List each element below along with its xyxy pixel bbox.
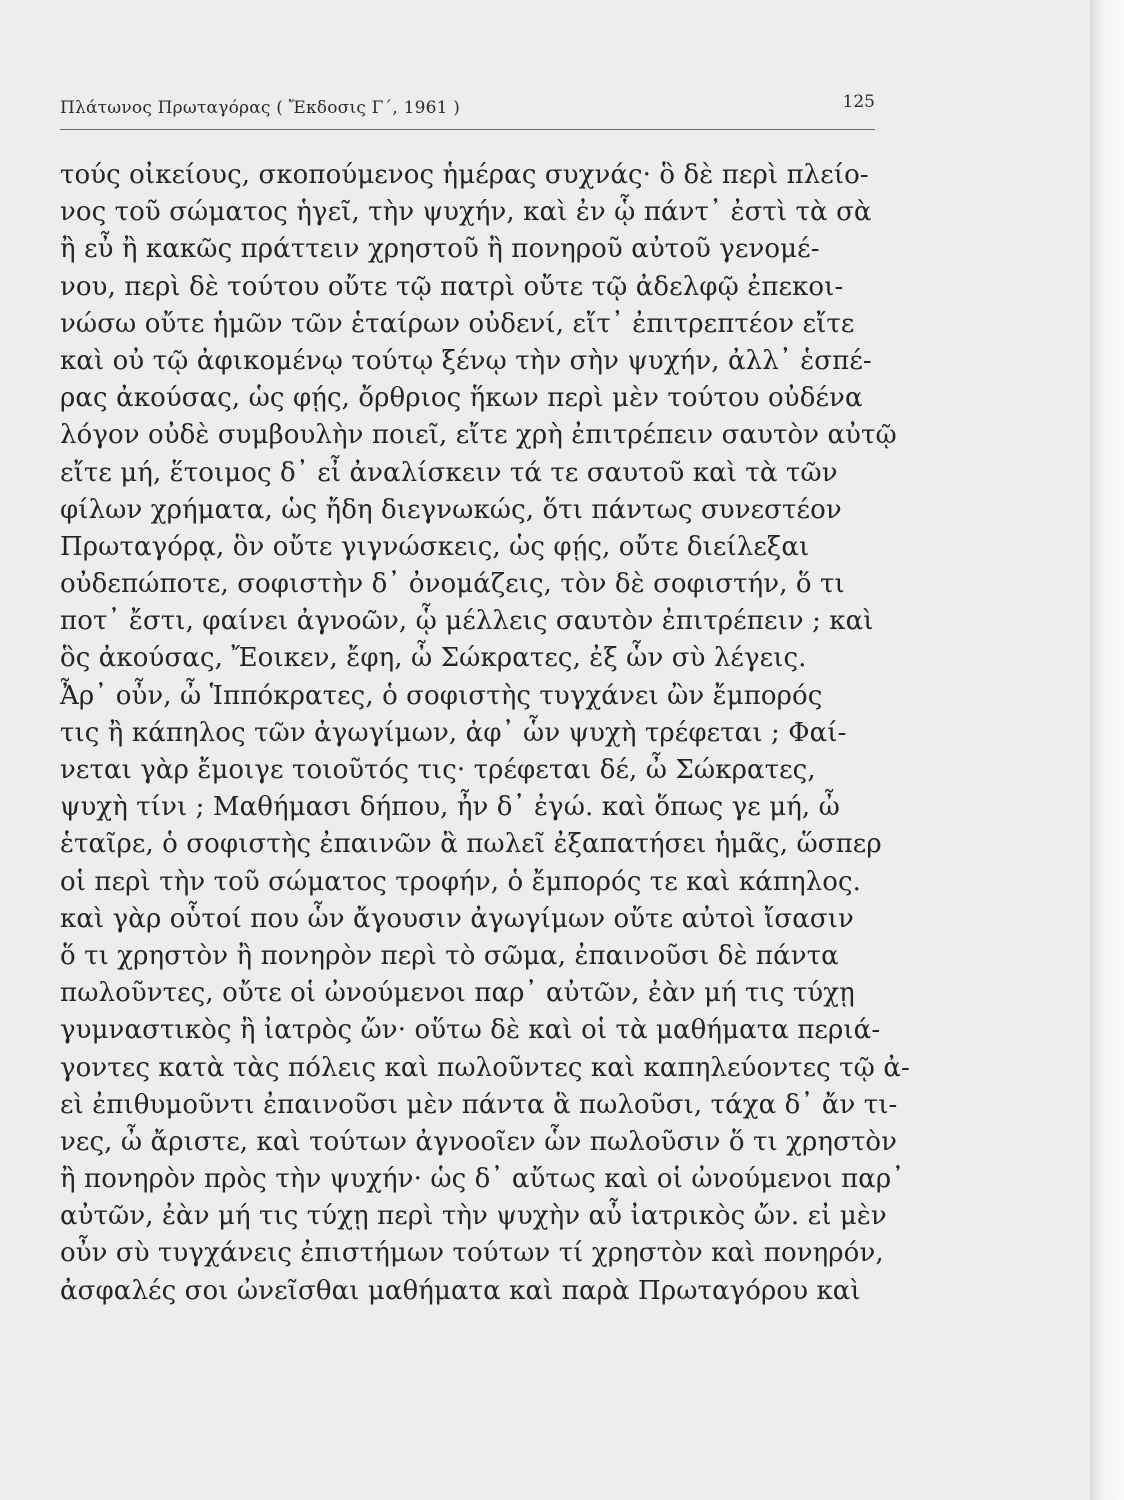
text-line: νεται γὰρ ἔμοιγε τοιοῦτός τις· τρέφεται δέ, ὦ Σώκρατες, bbox=[60, 755, 816, 785]
text-line: νος τοῦ σώματος ἡγεῖ, τὴν ψυχήν, καὶ ἐν ᾧ πάντ᾽ ἐστὶ τὰ σὰ bbox=[60, 197, 872, 228]
text-line: αὐτῶν, ἐὰν μή τις τύχῃ περὶ τὴν ψυχὴν αὖ ἰατρικὸς ὤν. εἰ μὲν bbox=[60, 1201, 887, 1232]
page-number: 125 bbox=[842, 92, 875, 112]
text-line: ψυχὴ τίνι ; Μαθήμασι δήπου, ἦν δ᾽ ἐγώ. καὶ ὅπως γε μή, ὦ bbox=[60, 792, 840, 823]
text-line: Πρωταγόρᾳ, ὃν οὔτε γιγνώσκεις, ὡς φῄς, οὔτε διείλεξαι bbox=[60, 531, 810, 562]
header-rule bbox=[60, 129, 875, 130]
text-line: τις ἢ κάπηλος τῶν ἀγωγίμων, ἀφ᾽ ὧν ψυχὴ τρέφεται ; Φαί- bbox=[60, 717, 847, 748]
text-line: ἢ πονηρὸν πρὸς τὴν ψυχήν· ὡς δ᾽ αὔτως καὶ οἱ ὠνούμενοι παρ᾽ bbox=[60, 1164, 905, 1195]
text-line: ὅ τι χρηστὸν ἢ πονηρὸν περὶ τὸ σῶμα, ἐπαινοῦσι δὲ πάντα bbox=[60, 940, 839, 971]
text-line: εὶ ἐπιθυμοῦντι ἐπαινοῦσι μὲν πάντα ἃ πωλοῦσι, τάχα δ᾽ ἄν τι- bbox=[60, 1089, 898, 1120]
text-line: οἱ περὶ τὴν τοῦ σώματος τροφήν, ὁ ἔμπορός τε καὶ κάπηλος. bbox=[60, 866, 862, 897]
running-head bbox=[60, 92, 875, 124]
text-line: πωλοῦντες, οὔτε οἱ ὠνούμενοι παρ᾽ αὐτῶν, ἐὰν μή τις τύχῃ bbox=[60, 978, 855, 1009]
text-line: καὶ οὐ τῷ ἀφικομένῳ τούτῳ ξένῳ τὴν σὴν ψυχήν, ἀλλ᾽ ἑσπέ- bbox=[60, 345, 872, 376]
running-title: Πλάτωνος Πρωταγόρας ( Ἔκδοσις Γ΄, 1961 ) bbox=[60, 98, 461, 118]
text-line: ἑταῖρε, ὁ σοφιστὴς ἐπαινῶν ἃ πωλεῖ ἐξαπατήσει ἡμᾶς, ὥσπερ bbox=[60, 829, 882, 860]
text-line: εἴτε μή, ἕτοιμος δ᾽ εἶ ἀναλίσκειν τά τε σαυτοῦ καὶ τὰ τῶν bbox=[60, 457, 838, 488]
text-line: οὖν σὺ τυγχάνεις ἐπιστήμων τούτων τί χρηστὸν καὶ πονηρόν, bbox=[60, 1238, 884, 1269]
text-line: ὃς ἀκούσας, Ἔοικεν, ἔφη, ὦ Σώκρατες, ἐξ ὧν σὺ λέγεις. bbox=[60, 643, 807, 674]
text-line: γοντες κατὰ τὰς πόλεις καὶ πωλοῦντες καὶ καπηλεύοντες τῷ ἀ- bbox=[60, 1052, 910, 1083]
text-line: νες, ὦ ἄριστε, καὶ τούτων ἀγνοοῖεν ὧν πωλοῦσιν ὅ τι χρηστὸν bbox=[60, 1126, 898, 1157]
text-line: νώσω οὔτε ἡμῶν τῶν ἑταίρων οὐδενί, εἴτ᾽ ἐπιτρεπτέον εἴτε bbox=[60, 308, 855, 339]
text-line: καὶ γὰρ οὗτοί που ὧν ἄγουσιν ἀγωγίμων οὔτε αὐτοὶ ἴσασιν bbox=[60, 903, 854, 934]
text-line: οὐδεπώποτε, σοφιστὴν δ᾽ ὀνομάζεις, τὸν δὲ σοφιστήν, ὅ τι bbox=[60, 569, 845, 600]
body-text bbox=[60, 157, 920, 1310]
text-line: Ἆρ᾽ οὖν, ὦ Ἱππόκρατες, ὁ σοφιστὴς τυγχάνει ὢν ἔμπορός bbox=[60, 680, 823, 711]
text-line: ἢ εὖ ἢ κακῶς πράττειν χρηστοῦ ἢ πονηροῦ αὐτοῦ γενομέ- bbox=[60, 234, 820, 265]
page-edge bbox=[1090, 0, 1124, 1500]
text-line: λόγον οὐδὲ συμβουλὴν ποιεῖ, εἴτε χρὴ ἐπιτρέπειν σαυτὸν αὐτῷ bbox=[60, 420, 897, 451]
text-line: νου, περὶ δὲ τούτου οὔτε τῷ πατρὶ οὔτε τῷ ἀδελφῷ ἐπεκοι- bbox=[60, 271, 844, 302]
text-line: ποτ᾽ ἔστι, φαίνει ἀγνοῶν, ᾧ μέλλεις σαυτὸν ἐπιτρέπειν ; καὶ bbox=[60, 606, 874, 637]
text-line: ρας ἀκούσας, ὡς φῄς, ὄρθριος ἥκων περὶ μὲν τούτου οὐδένα bbox=[60, 383, 863, 414]
text-line: γυμναστικὸς ἢ ἰατρὸς ὤν· οὕτω δὲ καὶ οἱ τὰ μαθήματα περιά- bbox=[60, 1015, 881, 1046]
text-line: ἀσφαλές σοι ὠνεῖσθαι μαθήματα καὶ παρὰ Πρωταγόρου καὶ bbox=[60, 1275, 861, 1306]
text-line: φίλων χρήματα, ὡς ἤδη διεγνωκώς, ὅτι πάντως συνεστέον bbox=[60, 494, 842, 525]
text-line: τούς οἰκείους, σκοπούμενος ἡμέρας συχνάς· ὃ δὲ περὶ πλείο- bbox=[60, 160, 869, 190]
